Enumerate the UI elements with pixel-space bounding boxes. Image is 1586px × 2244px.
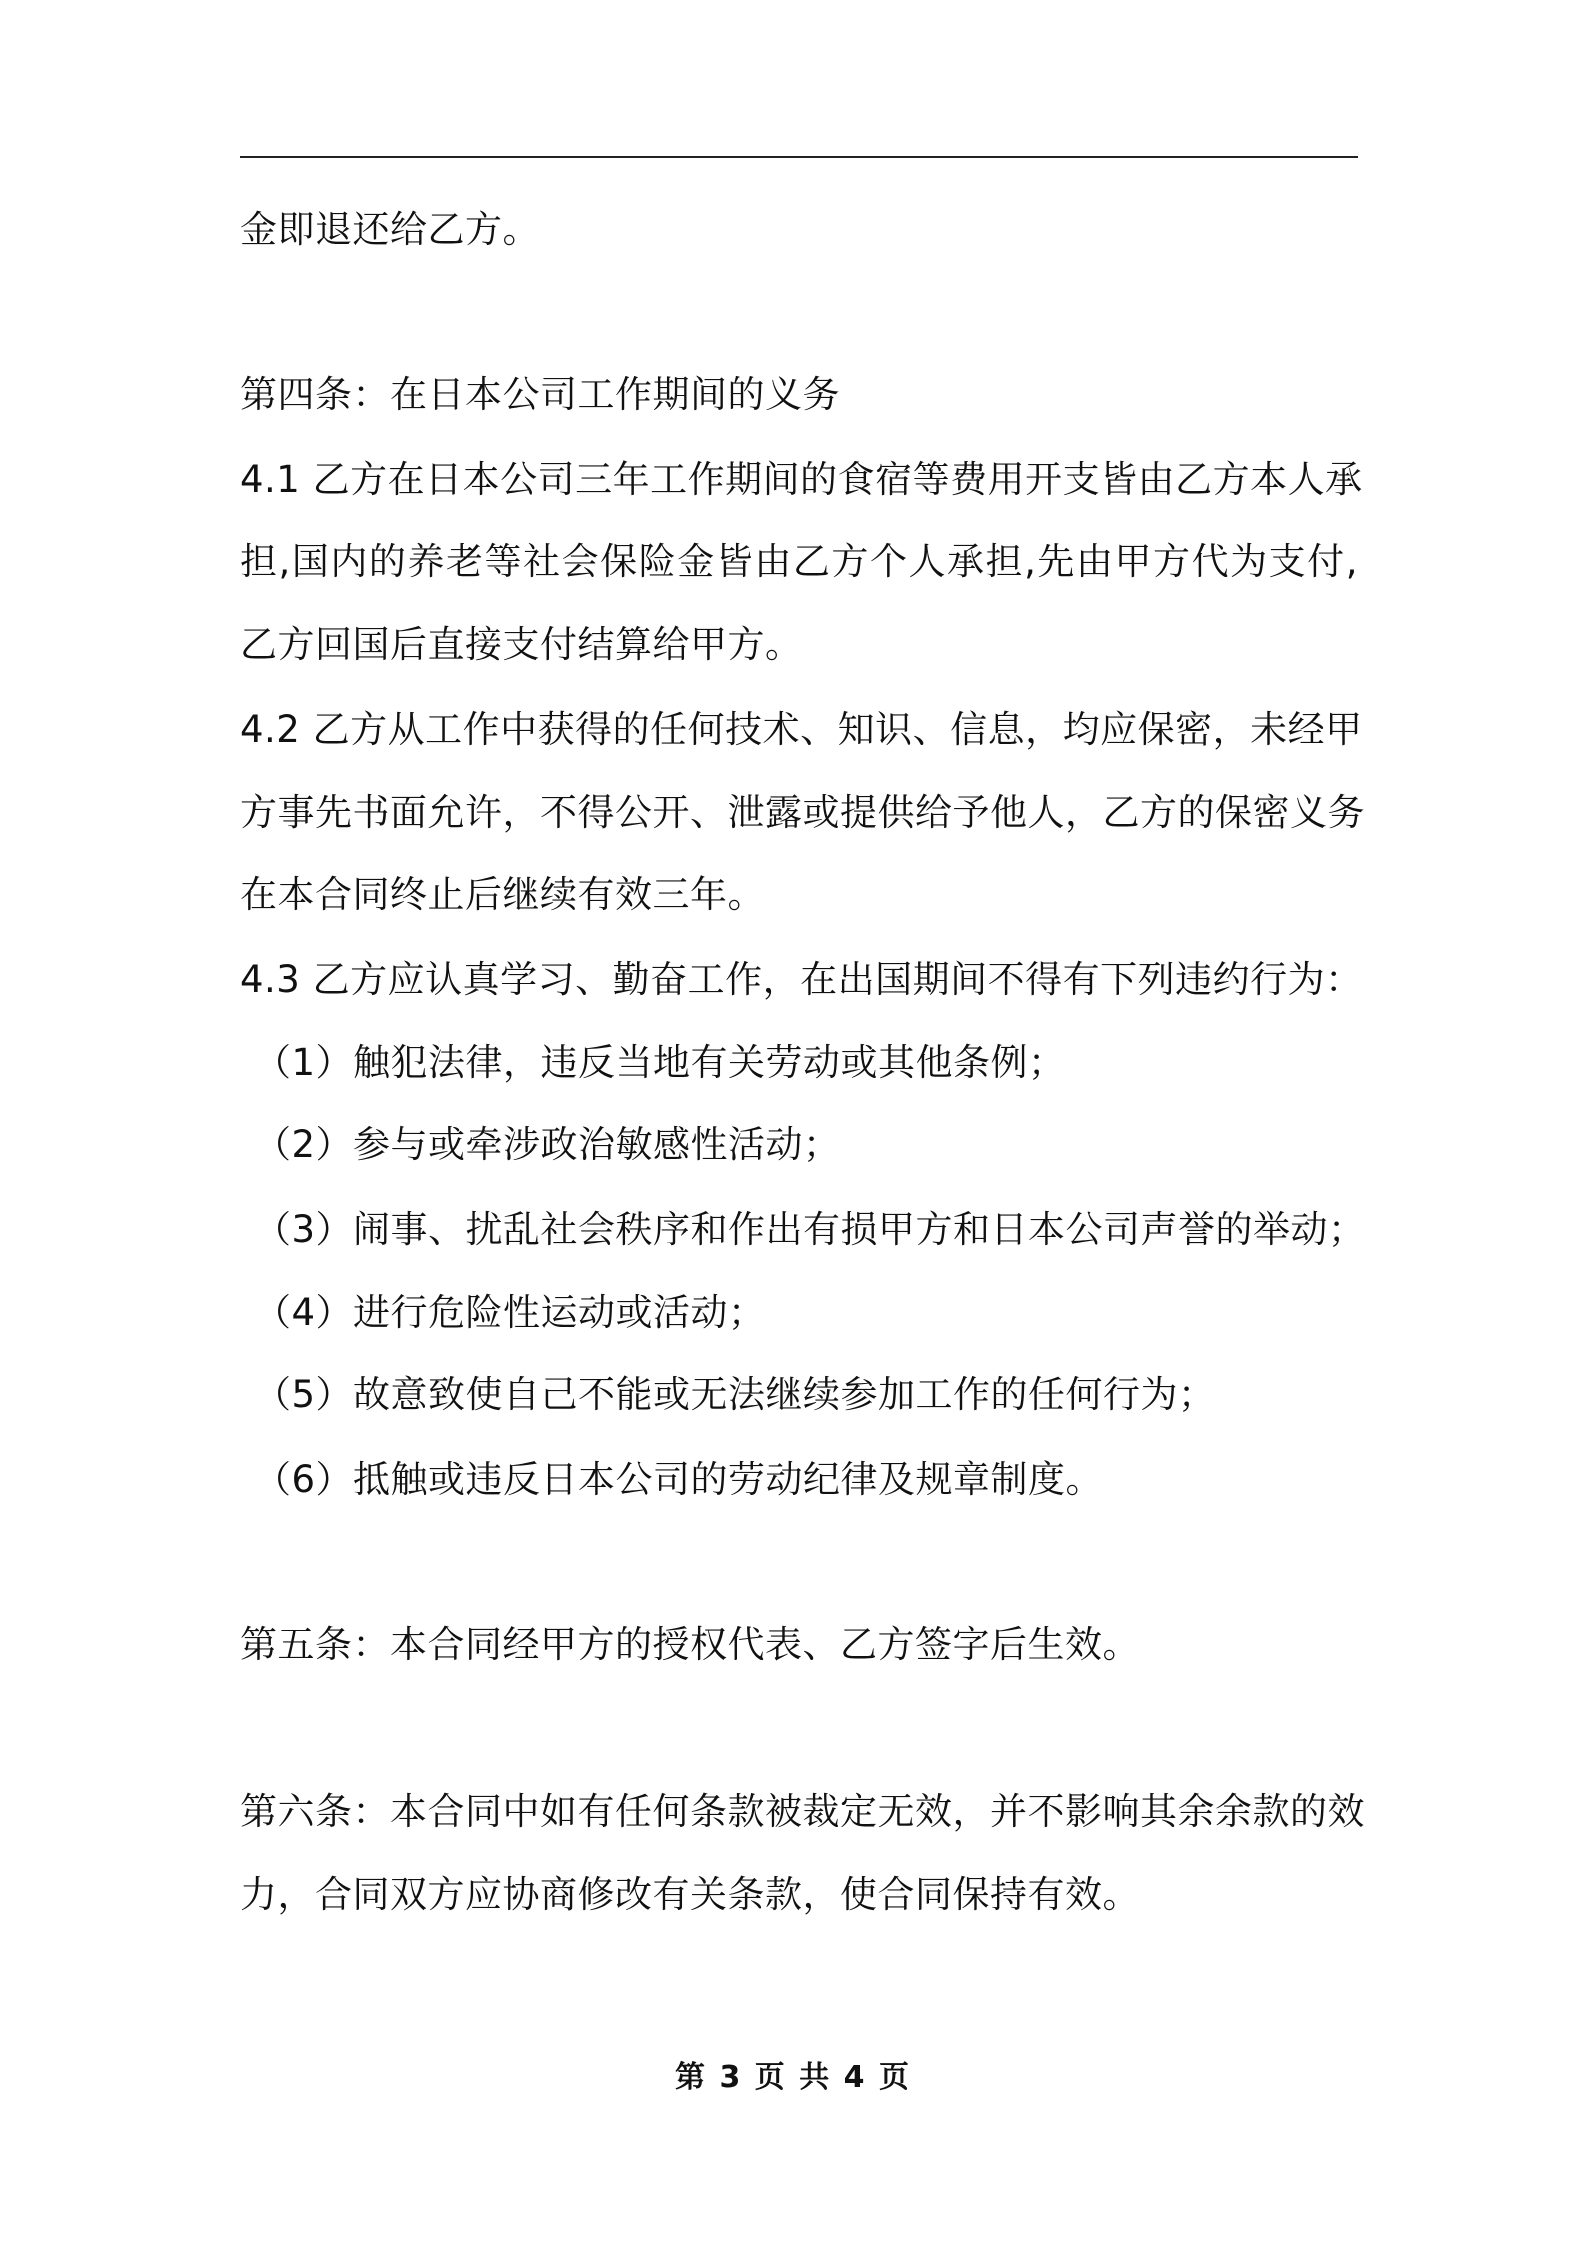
header-rule: [240, 156, 1358, 158]
list-item: （2）参与或牵涉政治敏感性活动；: [254, 1123, 841, 1166]
text-line: 力，合同双方应协商修改有关条款，使合同保持有效。: [240, 1873, 1140, 1916]
text-line: 金即退还给乙方。: [240, 208, 540, 251]
text-line: 担,国内的养老等社会保险金皆由乙方个人承担,先由甲方代为支付,: [240, 540, 1358, 583]
text-line: 4.1 乙方在日本公司三年工作期间的食宿等费用开支皆由乙方本人承: [240, 458, 1363, 501]
list-item: （5）故意致使自己不能或无法继续参加工作的任何行为；: [254, 1373, 1216, 1416]
text-line: 乙方回国后直接支付结算给甲方。: [240, 623, 803, 666]
article-6: 第六条：本合同中如有任何条款被裁定无效，并不影响其余余款的效: [240, 1790, 1365, 1833]
list-item: （1）触犯法律，违反当地有关劳动或其他条例；: [254, 1041, 1066, 1084]
list-item: （6）抵触或违反日本公司的劳动纪律及规章制度。: [254, 1458, 1104, 1501]
text-line: 方事先书面允许，不得公开、泄露或提供给予他人，乙方的保密义务: [240, 791, 1365, 834]
list-item: （4）进行危险性运动或活动；: [254, 1291, 766, 1334]
page-number: 第 3 页 共 4 页: [675, 2060, 911, 2095]
text-line: 在本合同终止后继续有效三年。: [240, 873, 765, 916]
text-line: 4.3 乙方应认真学习、勤奋工作，在出国期间不得有下列违约行为：: [240, 958, 1363, 1001]
list-item: （3）闹事、扰乱社会秩序和作出有损甲方和日本公司声誉的举动；: [254, 1208, 1366, 1251]
article-5: 第五条：本合同经甲方的授权代表、乙方签字后生效。: [240, 1623, 1140, 1666]
text-line: 4.2 乙方从工作中获得的任何技术、知识、信息，均应保密，未经甲: [240, 708, 1363, 751]
article-4-heading: 第四条：在日本公司工作期间的义务: [240, 373, 840, 416]
